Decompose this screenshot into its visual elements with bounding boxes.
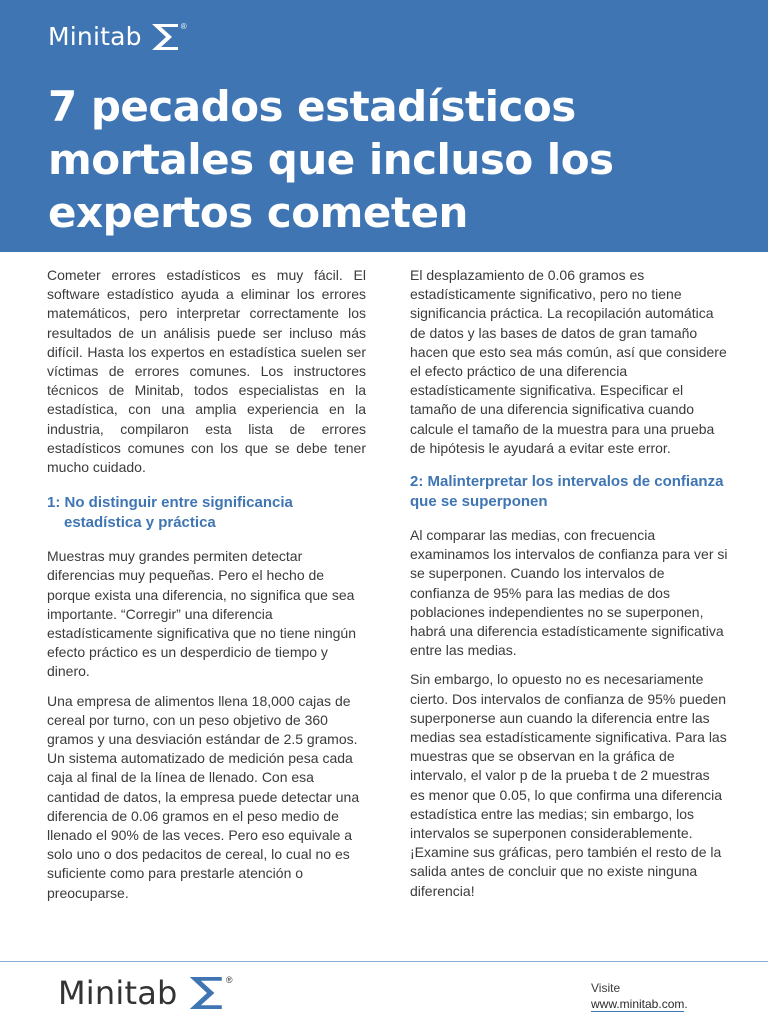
footer-brand-name: Minitab (58, 974, 178, 1012)
registered-mark: ® (225, 975, 233, 985)
section-2-heading: 2: Malinterpretar los intervalos de confianza que se superponen (410, 473, 724, 511)
minitab-logo-icon (189, 975, 233, 1009)
section-1-heading (47, 493, 366, 533)
intro-paragraph: Cometer errores estadísticos es muy fácil. El software estadístico ayuda a eliminar los errores matemáticos, pero interpretar correctamente los resultados de un análisis puede ser incluso más difícil. Hasta los expertos en estadística suelen ser víctimas de errores comunes. Los instructores técnicos de Minitab, todos especialistas en la estadística, con una amplia experiencia en la industria, compilaron esta lista de errores estadísticos comunes con los que se debe tener mucho cuidado. (47, 267, 366, 476)
right-column (410, 266, 728, 911)
footer-logo[interactable] (58, 974, 233, 1012)
header-banner (0, 0, 768, 252)
header-logo[interactable] (48, 21, 187, 51)
visit-block (591, 980, 688, 1012)
brand-name: Minitab (48, 22, 142, 51)
left-column (47, 266, 366, 913)
website-link[interactable]: www.minitab.com (591, 997, 685, 1011)
section-2-paragraph-2: Sin embargo, lo opuesto no es necesariamente cierto. Dos intervalos de confianza de 95% pueden superponerse aun cuando la diferencia entre las medias sea estadísticamente significativa. Para las muestras que se observan en la gráfica de intervalo, el valor p de la prueba t de 2 muestras es menor que 0.05, lo que confirma una diferencia estadística entre las medias; sin embargo, los intervalos se superponen considerablemente. ¡Examine sus gráficas, pero también el resto de la salida antes de concluir que no existe ninguna diferencia! (410, 671, 727, 899)
section-1-heading-line1: 1: No distinguir entre significancia (47, 494, 293, 512)
footer-divider (0, 961, 768, 962)
url-suffix: . (684, 997, 688, 1011)
registered-mark: ® (180, 21, 187, 31)
page-title: 7 pecados estadísticos mortales que incluso los expertos cometen (48, 82, 614, 237)
section-2-paragraph-1: Al comparar las medias, con frecuencia examinamos los intervalos de confianza para ver si se superponen. Cuando los intervalos de confianza de 95% para las medias de dos poblaciones independientes no se superponen, habrá una diferencia estadísticamente significativa entre las medias. (410, 527, 728, 659)
minitab-logo-icon (152, 21, 187, 50)
section-1-paragraph-2: Una empresa de alimentos llena 18,000 cajas de cereal por turno, con un peso objetivo de 360 gramos y una desviación estándar de 2.5 gramos. Un sistema automatizado de medición pesa cada caja al final de la línea de llenado. Con esa cantidad de datos, la empresa puede detectar una diferencia de 0.06 gramos en el peso medio de llenado el 90% de las veces. Pero eso equivale a solo uno o dos pedacitos de cereal, lo cual no es suficiente como para prestarle atención o preocuparse. (47, 692, 360, 901)
section-1-paragraph-1: Muestras muy grandes permiten detectar diferencias muy pequeñas. Pero el hecho de porque exista una diferencia, no significa que sea importante. “Corregir” una diferencia estadísticamente significativa que no tiene ningún efecto práctico es un desperdicio de tiempo y dinero. (47, 548, 356, 680)
visit-url-line (591, 996, 688, 1012)
section-1-heading-line2: estadística y práctica (64, 514, 216, 532)
section-1-paragraph-3: El desplazamiento de 0.06 gramos es estadísticamente significativo, pero no tiene significancia práctica. La recopilación automática de datos y las bases de datos de gran tamaño hacen que esto sea más común, así que considere el efecto práctico de una diferencia estadísticamente significativa. Especificar el tamaño de una diferencia significativa cuando calcule el tamaño de la muestra para una prueba de hipótesis le ayudará a evitar este error. (410, 267, 727, 456)
visit-label: Visite (591, 981, 621, 995)
